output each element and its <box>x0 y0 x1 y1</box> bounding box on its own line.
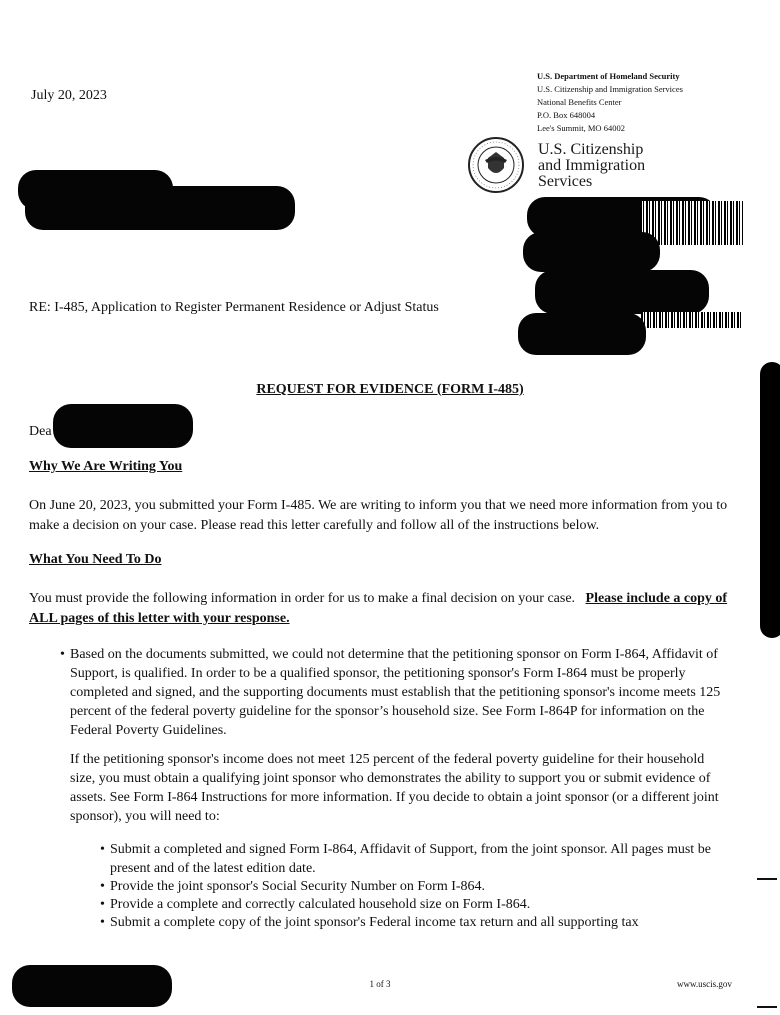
sub-list-item <box>100 840 732 878</box>
uscis-logo-text <box>538 142 645 190</box>
logo-line: U.S. Citizenship <box>538 141 644 158</box>
sub-list-item <box>100 877 732 896</box>
agency-name: U.S. Department of Homeland Security <box>537 71 680 81</box>
bullet-icon: • <box>60 647 65 662</box>
agency-line: U.S. Citizenship and Immigration Services <box>537 84 683 94</box>
re-line: RE: I-485, Application to Register Permanent Residence or Adjust Status <box>29 300 439 315</box>
include-all-pages-notice: Please include a copy of ALL pages of this letter with your response. <box>29 591 728 626</box>
bullet-text: Submit a complete copy of the joint sponsor's Federal income tax return and all supporting tax <box>110 915 639 930</box>
section-body-what <box>29 589 731 629</box>
dhs-seal-icon <box>467 136 525 194</box>
section-heading-why: Why We Are Writing You <box>29 459 183 474</box>
section-heading-what: What You Need To Do <box>29 552 162 567</box>
letter-date: July 20, 2023 <box>31 88 107 103</box>
letter-title: REQUEST FOR EVIDENCE (FORM I-485) <box>256 382 524 397</box>
list-item-continuation: If the petitioning sponsor's income does not meet 125 percent of the federal poverty guideline for their household size, you must obtain a qualifying joint sponsor who demonstrates the ability to support you or submit evidence of assets. See Form I-864 Instructions for more information. If you decide to obtain a joint sponsor (or a different joint sponsor), you will need to: <box>70 752 719 824</box>
redacted-case-info <box>523 232 660 272</box>
agency-line: National Benefits Center <box>537 97 622 107</box>
bullet-icon: • <box>100 897 105 912</box>
agency-address-block <box>537 70 683 135</box>
scan-edge-mark <box>757 878 777 880</box>
redacted-recipient-name <box>53 404 193 448</box>
list-item <box>60 645 726 740</box>
bullet-icon: • <box>100 842 105 857</box>
barcode-icon <box>641 312 741 328</box>
logo-line: Services <box>538 173 593 190</box>
section-body-why: On June 20, 2023, you submitted your Form I-485. We are writing to inform you that we need more information from you to make a decision on your case. Please read this letter carefully and follow all of the instructions below. <box>29 498 728 533</box>
redacted-case-info <box>518 313 646 355</box>
page-number: 1 of 3 <box>369 979 391 989</box>
sub-list-item <box>100 895 732 914</box>
salutation: Dea <box>29 424 52 439</box>
bullet-text: Provide the joint sponsor's Social Security Number on Form I-864. <box>110 879 486 894</box>
bullet-icon: • <box>100 879 105 894</box>
scan-edge-shadow <box>760 362 780 638</box>
bullet-text: Based on the documents submitted, we could not determine that the petitioning sponsor on Form I-864, Affidavit of Support, is qualified. In order to be a qualified sponsor, the petitioning sponsor's Form I-864 must be properly completed and signed, and the supporting documents must establish that the petitioning sponsor's income meets 125 percent of the federal poverty guideline for the sponsor’s household size. See Form I-864P for information on the Federal Poverty Guidelines. <box>70 647 721 738</box>
sub-list-item <box>100 913 732 932</box>
redacted-case-info <box>535 270 709 314</box>
footer-website: www.uscis.gov <box>677 979 732 989</box>
agency-line: Lee's Summit, MO 64002 <box>537 123 625 133</box>
redacted-recipient-address <box>25 186 295 230</box>
bullet-icon: • <box>100 915 105 930</box>
bullet-text: Provide a complete and correctly calculated household size on Form I-864. <box>110 897 531 912</box>
bullet-text: Submit a completed and signed Form I-864, Affidavit of Support, from the joint sponsor. All pages must be present and of the latest edition date. <box>110 842 711 876</box>
instruction-text: You must provide the following information in order for us to make a final decision on your case. <box>29 591 576 606</box>
logo-line: and Immigration <box>538 157 646 174</box>
scan-edge-mark <box>757 1006 777 1008</box>
agency-line: P.O. Box 648004 <box>537 110 596 120</box>
